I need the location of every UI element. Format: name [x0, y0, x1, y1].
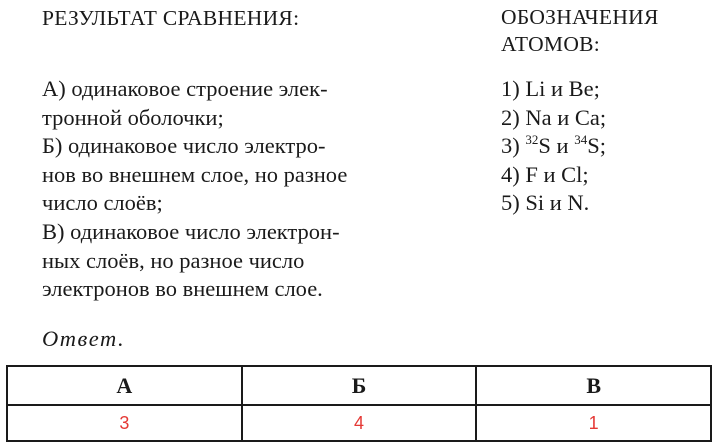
atom-option-4: 4) F и Cl;: [501, 161, 589, 187]
comparison-line-3: Б) одинаковое число электро-: [42, 133, 326, 159]
comparison-line-8: электронов во внешнем слое.: [42, 276, 323, 302]
comparison-line-1: А) одинаковое строение элек-: [42, 76, 328, 101]
answer-cell-a[interactable]: 3: [7, 405, 242, 441]
atom-designations-list: [501, 75, 606, 218]
atom-option-5: 5) Si и N.: [501, 190, 590, 216]
mass-number-32: 32: [525, 132, 539, 148]
atom-option-3-prefix: 3): [501, 133, 526, 159]
comparison-line-5: число слоёв;: [42, 190, 163, 216]
atom-option-3-mid: S и: [538, 133, 575, 159]
answer-cell-v[interactable]: 1: [476, 405, 711, 441]
answer-label: Ответ.: [42, 326, 126, 351]
answer-table-header-row: [7, 366, 711, 405]
atom-option-3-suffix: S;: [587, 133, 606, 159]
answer-header-a: А: [7, 366, 242, 405]
answer-header-v: В: [476, 366, 711, 405]
comparison-results-list: [42, 75, 462, 304]
atom-option-3: [501, 132, 606, 161]
comparison-line-7: ных слоёв, но разное число: [42, 247, 305, 273]
mass-number-34: 34: [574, 132, 588, 148]
comparison-line-4: нов во внешнем слое, но разное: [42, 161, 348, 187]
answer-table-value-row: [7, 405, 711, 441]
comparison-result-heading: РЕЗУЛЬТАТ СРАВНЕНИЯ:: [42, 6, 300, 30]
atom-designations-heading: [501, 4, 659, 58]
atom-designations-heading-line-2: АТОМОВ:: [501, 32, 601, 56]
atom-designations-heading-line-1: ОБОЗНАЧЕНИЯ: [501, 5, 659, 29]
atom-option-1: 1) Li и Be;: [501, 76, 600, 101]
comparison-line-6: В) одинаковое число электрон-: [42, 218, 340, 244]
atom-option-2: 2) Na и Ca;: [501, 104, 607, 130]
answer-header-b: Б: [242, 366, 477, 405]
comparison-line-2: тронной оболочки;: [42, 104, 224, 130]
answer-cell-b[interactable]: 4: [242, 405, 477, 441]
answer-table: [6, 365, 712, 442]
